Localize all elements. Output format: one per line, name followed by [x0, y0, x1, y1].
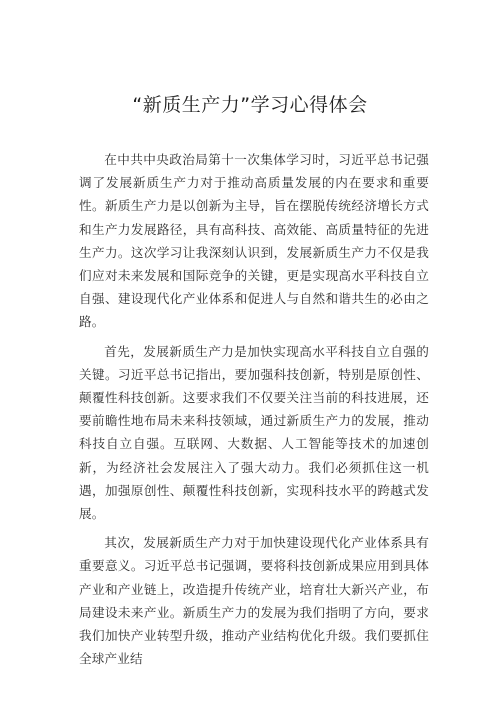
document-title: “新质生产力”学习心得体会	[132, 94, 368, 116]
paragraph-1: 在中共中央政治局第十一次集体学习时，习近平总书记强调了发展新质生产力对于推动高质量发展的内在要求和重要性。新质生产力是以创新为主导，旨在摆脱传统经济增长方式和生产力发展路径，具有高科技、高效能、高质量特征的先进生产力。这次学习让我深刻认识到，发展新质生产力不仅是我们应对未来发展和国际竞争的关键，更是实现高水平科技自立自强、建设现代化产业体系和促进人与自然和谐共生的必由之路。	[79, 152, 429, 330]
paragraph-2: 首先，发展新质生产力是加快实现高水平科技自立自强的关键。习近平总书记指出，要加强科技创新，特别是原创性、颠覆性科技创新。这要求我们不仅要关注当前的科技进展，还要前瞻性地布局未来科技领域，通过新质生产力的发展，推动科技自立自强。互联网、大数据、人工智能等技术的加速创新，为经济社会发展注入了强大动力。我们必须抓住这一机遇，加强原创性、颠覆性科技创新，实现科技水平的跨越式发展。	[79, 343, 429, 522]
document-body	[79, 148, 429, 676]
paragraph-3: 其次，发展新质生产力对于加快建设现代化产业体系具有重要意义。习近平总书记强调，要将科技创新成果应用到具体产业和产业链上，改造提升传统产业，培育壮大新兴产业，布局建设未来产业。新质生产力的发展为我们指明了方向，要求我们加快产业转型升级，推动产业结构优化升级。我们要抓住全球产业结	[79, 535, 429, 667]
